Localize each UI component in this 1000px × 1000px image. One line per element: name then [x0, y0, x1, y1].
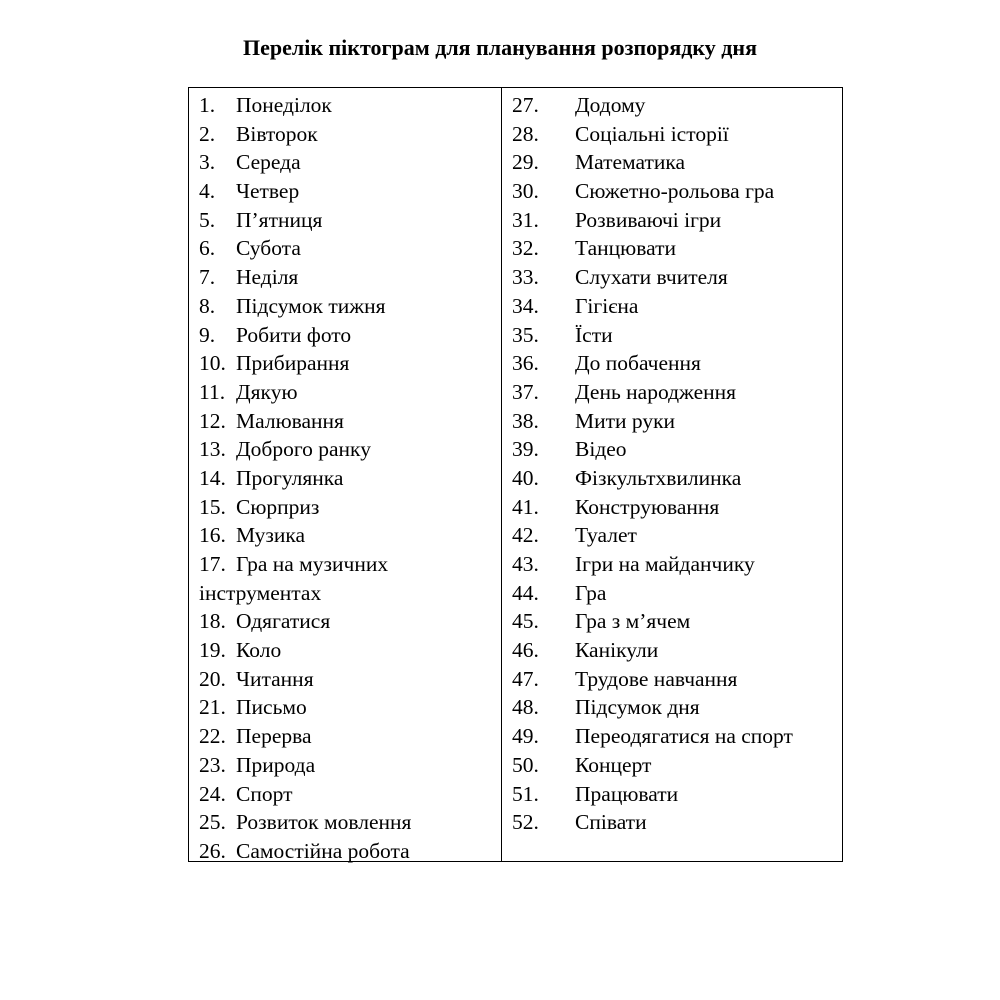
list-item [502, 177, 842, 206]
item-label: Читання [236, 666, 314, 691]
list-item [189, 837, 501, 866]
list-item [189, 234, 501, 263]
item-label: Гра [575, 580, 607, 605]
item-number: 16. [199, 523, 226, 548]
item-label: Гра на музичних [236, 552, 389, 576]
item-label: Концерт [575, 752, 652, 777]
item-number: 13. [199, 437, 226, 462]
item-number: 27. [512, 93, 539, 117]
item-label: Дякую [236, 379, 298, 404]
item-label: Працювати [575, 781, 679, 806]
item-number: 40. [512, 465, 539, 490]
list-item [189, 321, 501, 350]
list-item [502, 407, 842, 436]
list-item [502, 550, 842, 579]
item-number: 36. [512, 351, 539, 376]
item-number: 43. [512, 552, 539, 576]
item-number: 1. [199, 93, 216, 117]
item-label: Слухати вчителя [575, 265, 728, 290]
list-item [189, 292, 501, 321]
list-item [502, 693, 842, 722]
item-number: 24. [199, 781, 226, 806]
item-label: Гра з м’ячем [575, 609, 691, 634]
item-number: 49. [512, 724, 539, 749]
list-item [502, 349, 842, 378]
page-title: Перелік піктограм для планування розпорядку дня [243, 35, 757, 60]
item-label: Музика [236, 523, 305, 548]
list-item [189, 550, 501, 607]
pictogram-list-table [188, 87, 843, 862]
list-item [502, 120, 842, 149]
item-label: Танцювати [575, 236, 676, 261]
item-number: 39. [512, 437, 539, 462]
item-label: Соціальні історії [575, 121, 729, 146]
item-label: Фізкультхвилинка [575, 465, 742, 490]
item-label: Письмо [236, 695, 307, 720]
item-label: Неділя [236, 265, 299, 290]
item-label: Туалет [575, 523, 637, 548]
item-number: 45. [512, 609, 539, 634]
list-item [189, 464, 501, 493]
item-number: 9. [199, 322, 216, 347]
list-item [502, 378, 842, 407]
list-item [502, 579, 842, 608]
list-item [189, 206, 501, 235]
item-number: 48. [512, 695, 539, 720]
list-item [502, 808, 842, 837]
item-label: Їсти [575, 322, 613, 347]
item-label: Перерва [236, 724, 312, 749]
list-item [189, 751, 501, 780]
item-label: Доброго ранку [236, 437, 371, 462]
item-label: Малювання [236, 408, 344, 433]
item-label: Понеділок [236, 93, 332, 117]
item-label: Четвер [236, 179, 300, 204]
list-item [189, 177, 501, 206]
list-item [502, 292, 842, 321]
item-label: Прогулянка [236, 465, 344, 490]
item-label: Розвиток мовлення [236, 810, 412, 835]
item-number: 26. [199, 838, 226, 863]
list-item [189, 722, 501, 751]
item-number: 33. [512, 265, 539, 290]
list-item [502, 780, 842, 809]
item-label: Сюжетно-рольова гра [575, 179, 775, 204]
item-number: 4. [199, 179, 216, 204]
item-number: 41. [512, 494, 539, 519]
item-number: 22. [199, 724, 226, 749]
item-label: Додому [575, 93, 646, 117]
item-label: Спорт [236, 781, 293, 806]
item-number: 32. [512, 236, 539, 261]
list-item [189, 435, 501, 464]
item-number: 31. [512, 207, 539, 232]
item-label: Робити фото [236, 322, 352, 347]
list-item [502, 91, 842, 120]
left-item-list [189, 91, 501, 866]
item-number: 52. [512, 810, 539, 835]
item-number: 8. [199, 293, 216, 318]
item-label: Одягатися [236, 609, 331, 634]
item-number: 21. [199, 695, 226, 720]
item-number: 51. [512, 781, 539, 806]
item-number: 12. [199, 408, 226, 433]
item-number: 6. [199, 236, 216, 261]
item-number: 15. [199, 494, 226, 519]
left-column [189, 88, 502, 861]
list-item [502, 321, 842, 350]
right-item-list [502, 91, 842, 837]
item-number: 5. [199, 207, 216, 232]
item-label: Переодягатися на спорт [575, 724, 793, 749]
list-item [502, 665, 842, 694]
item-number: 34. [512, 293, 539, 318]
item-number: 44. [512, 580, 539, 605]
list-item [189, 636, 501, 665]
item-label: Самостійна робота [236, 838, 410, 863]
item-label: День народження [575, 379, 737, 404]
item-number: 10. [199, 351, 226, 376]
item-number: 38. [512, 408, 539, 433]
item-number: 14. [199, 465, 226, 490]
item-label: Підсумок дня [575, 695, 700, 720]
item-number: 29. [512, 150, 539, 175]
item-number: 28. [512, 121, 539, 146]
item-label: Відео [575, 437, 627, 462]
item-number: 23. [199, 752, 226, 777]
list-item [189, 665, 501, 694]
item-number: 50. [512, 752, 539, 777]
item-label: До побачення [575, 351, 701, 376]
list-item [502, 636, 842, 665]
list-item [189, 263, 501, 292]
list-item [189, 120, 501, 149]
item-label: Ігри на майданчику [575, 552, 755, 576]
item-number: 17. [199, 552, 226, 576]
item-number: 20. [199, 666, 226, 691]
list-item [502, 607, 842, 636]
item-label: Математика [575, 150, 686, 175]
item-label: Природа [236, 752, 316, 777]
item-label: Вівторок [236, 121, 318, 146]
list-item [502, 751, 842, 780]
list-item [502, 234, 842, 263]
list-item [189, 780, 501, 809]
list-item [189, 521, 501, 550]
list-item [189, 148, 501, 177]
item-label: Розвиваючі ігри [575, 207, 722, 232]
item-label: Коло [236, 638, 282, 663]
list-item [502, 493, 842, 522]
list-item [502, 206, 842, 235]
item-number: 3. [199, 150, 216, 175]
item-number: 11. [199, 379, 226, 404]
item-label: Субота [236, 236, 301, 261]
list-item [189, 407, 501, 436]
list-item [502, 435, 842, 464]
item-number: 2. [199, 121, 216, 146]
item-number: 42. [512, 523, 539, 548]
list-item [502, 464, 842, 493]
item-number: 35. [512, 322, 539, 347]
item-label: Мити руки [575, 408, 676, 433]
item-number: 19. [199, 638, 226, 663]
right-column [502, 88, 842, 861]
item-label: Конструювання [575, 494, 720, 519]
list-item [502, 521, 842, 550]
list-item [502, 722, 842, 751]
item-label: Гігієна [575, 293, 639, 318]
list-item [502, 263, 842, 292]
list-item [189, 91, 501, 120]
item-label: Сюрприз [236, 494, 320, 519]
list-item [189, 349, 501, 378]
item-number: 47. [512, 666, 539, 691]
item-label: Середа [236, 150, 301, 175]
list-item [189, 493, 501, 522]
item-label: Прибирання [236, 351, 350, 376]
item-number: 30. [512, 179, 539, 204]
list-item [502, 148, 842, 177]
list-item [189, 808, 501, 837]
list-item [189, 607, 501, 636]
list-item [189, 378, 501, 407]
item-label-continuation: інструментах [199, 580, 322, 605]
item-label: Підсумок тижня [236, 293, 386, 318]
list-item [189, 693, 501, 722]
item-number: 7. [199, 265, 216, 290]
item-number: 37. [512, 379, 539, 404]
item-label: Канікули [575, 638, 659, 663]
item-label: П’ятниця [236, 207, 323, 232]
item-number: 25. [199, 810, 226, 835]
item-number: 46. [512, 638, 539, 663]
item-number: 18. [199, 609, 226, 634]
item-label: Співати [575, 810, 647, 835]
item-label: Трудове навчання [575, 666, 738, 691]
